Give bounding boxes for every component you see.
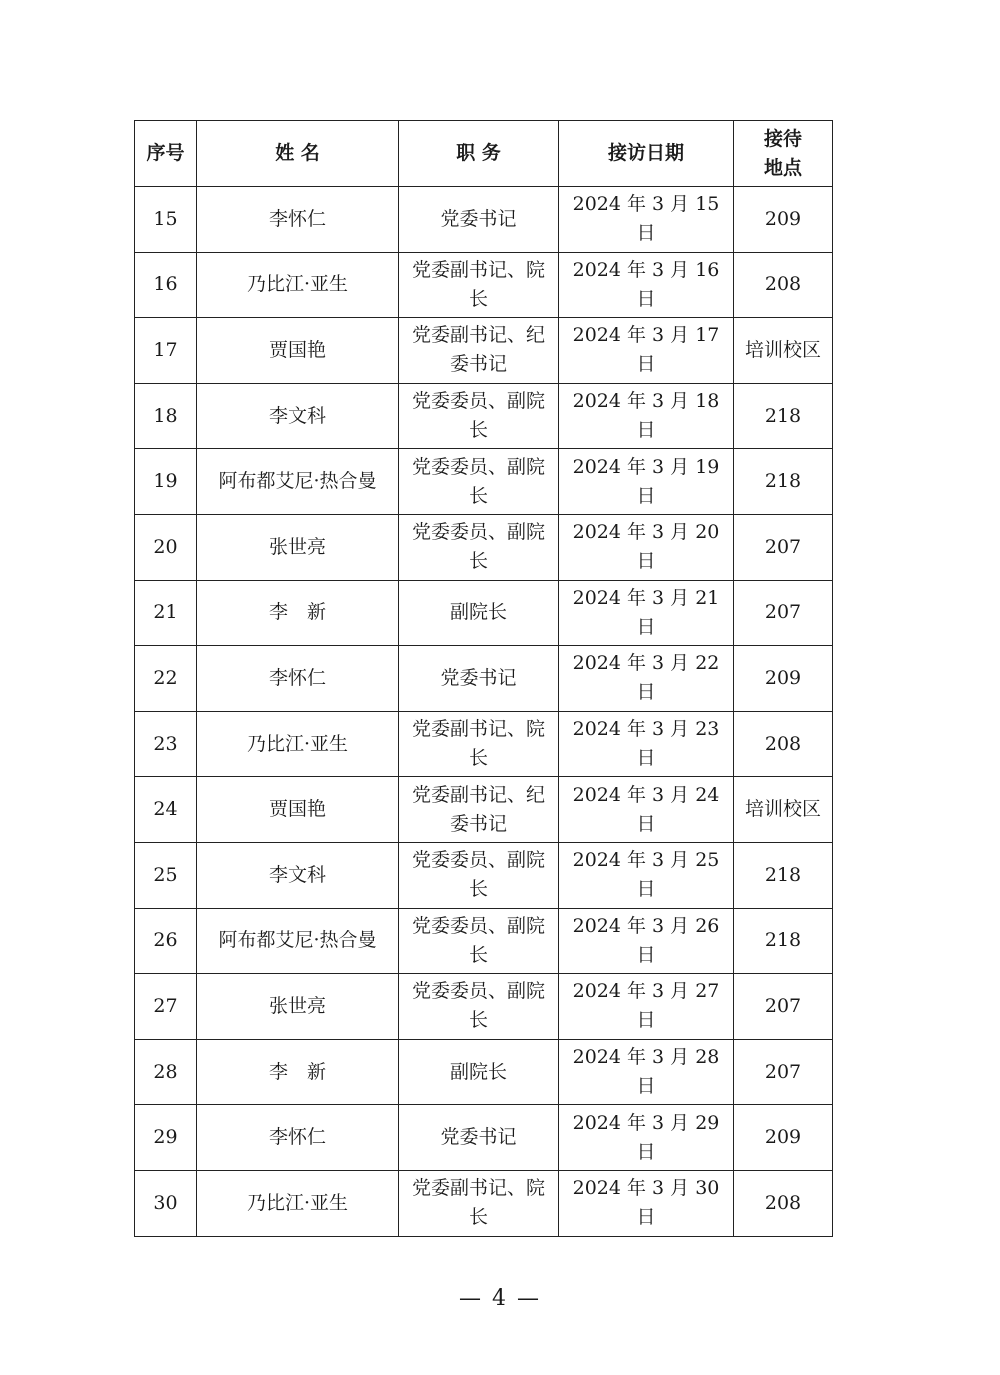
cell-no: 29 (135, 1105, 197, 1171)
cell-date: 2024 年 3 月 24 日 (559, 777, 734, 843)
cell-date: 2024 年 3 月 18 日 (559, 383, 734, 449)
cell-title-text: 党委副书记、院长 (411, 258, 545, 310)
header-date: 接访日期 (559, 121, 734, 187)
table-row (135, 318, 833, 384)
cell-date: 2024 年 3 月 29 日 (559, 1105, 734, 1171)
table-row (135, 449, 833, 515)
cell-date: 2024 年 3 月 26 日 (559, 908, 734, 974)
cell-title (399, 318, 559, 384)
cell-title (399, 383, 559, 449)
cell-title (399, 1170, 559, 1236)
cell-no: 23 (135, 711, 197, 777)
cell-date: 2024 年 3 月 30 日 (559, 1170, 734, 1236)
cell-place: 208 (734, 711, 833, 777)
cell-date: 2024 年 3 月 22 日 (559, 646, 734, 712)
cell-no: 18 (135, 383, 197, 449)
cell-no: 16 (135, 252, 197, 318)
cell-date: 2024 年 3 月 20 日 (559, 514, 734, 580)
cell-no: 22 (135, 646, 197, 712)
reception-schedule-table (134, 120, 833, 1237)
table-row (135, 908, 833, 974)
cell-no: 15 (135, 187, 197, 253)
cell-place: 209 (734, 187, 833, 253)
cell-date: 2024 年 3 月 25 日 (559, 842, 734, 908)
cell-place: 培训校区 (734, 777, 833, 843)
header-name: 姓 名 (197, 121, 399, 187)
table-row (135, 514, 833, 580)
cell-date: 2024 年 3 月 27 日 (559, 974, 734, 1040)
cell-name: 李 新 (197, 580, 399, 646)
header-no: 序号 (135, 121, 197, 187)
cell-name: 贾国艳 (197, 777, 399, 843)
cell-title-text: 党委书记 (440, 1126, 517, 1149)
cell-name: 乃比江·亚生 (197, 711, 399, 777)
cell-place: 207 (734, 514, 833, 580)
cell-name: 李怀仁 (197, 646, 399, 712)
cell-date: 2024 年 3 月 16 日 (559, 252, 734, 318)
table-row (135, 1039, 833, 1105)
cell-no: 30 (135, 1170, 197, 1236)
cell-no: 17 (135, 318, 197, 384)
cell-title-text: 党委委员、副院长 (411, 521, 545, 573)
table-row (135, 646, 833, 712)
cell-name: 乃比江·亚生 (197, 1170, 399, 1236)
cell-title (399, 580, 559, 646)
cell-title (399, 449, 559, 515)
table-row (135, 187, 833, 253)
cell-date: 2024 年 3 月 23 日 (559, 711, 734, 777)
cell-name: 李文科 (197, 842, 399, 908)
cell-title (399, 1039, 559, 1105)
cell-place: 218 (734, 842, 833, 908)
cell-place: 209 (734, 646, 833, 712)
cell-date: 2024 年 3 月 28 日 (559, 1039, 734, 1105)
cell-name: 张世亮 (197, 514, 399, 580)
cell-name: 李 新 (197, 1039, 399, 1105)
cell-title-text: 党委书记 (440, 666, 517, 689)
cell-title-text: 党委副书记、纪委书记 (411, 783, 545, 835)
table-row (135, 842, 833, 908)
table-row (135, 777, 833, 843)
cell-title (399, 646, 559, 712)
cell-name: 阿布都艾尼·热合曼 (197, 908, 399, 974)
cell-no: 25 (135, 842, 197, 908)
cell-place: 207 (734, 974, 833, 1040)
cell-title-text: 党委委员、副院长 (411, 980, 545, 1032)
table-row (135, 711, 833, 777)
cell-title-text: 党委副书记、纪委书记 (411, 324, 545, 376)
table-row (135, 252, 833, 318)
cell-name: 乃比江·亚生 (197, 252, 399, 318)
cell-title-text: 党委委员、副院长 (411, 914, 545, 966)
cell-name: 贾国艳 (197, 318, 399, 384)
cell-no: 27 (135, 974, 197, 1040)
cell-title-text: 副院长 (449, 601, 507, 624)
table-row (135, 974, 833, 1040)
cell-title (399, 974, 559, 1040)
page-number: — 4 — (459, 1286, 541, 1311)
cell-date: 2024 年 3 月 19 日 (559, 449, 734, 515)
header-place (734, 121, 833, 187)
table-row (135, 580, 833, 646)
cell-date: 2024 年 3 月 15 日 (559, 187, 734, 253)
cell-place: 218 (734, 449, 833, 515)
cell-title-text: 党委副书记、院长 (411, 1177, 545, 1229)
cell-date: 2024 年 3 月 21 日 (559, 580, 734, 646)
cell-title-text: 党委副书记、院长 (411, 718, 545, 770)
header-title: 职 务 (399, 121, 559, 187)
cell-place: 207 (734, 580, 833, 646)
cell-title (399, 777, 559, 843)
cell-name: 张世亮 (197, 974, 399, 1040)
cell-title (399, 711, 559, 777)
cell-title-text: 党委委员、副院长 (411, 849, 545, 901)
cell-place: 208 (734, 252, 833, 318)
cell-title-text: 党委委员、副院长 (411, 390, 545, 442)
table-row (135, 383, 833, 449)
cell-name: 李文科 (197, 383, 399, 449)
cell-title-text: 党委委员、副院长 (411, 455, 545, 507)
cell-title (399, 842, 559, 908)
cell-place: 218 (734, 908, 833, 974)
cell-no: 21 (135, 580, 197, 646)
table-header-row (135, 121, 833, 187)
cell-place: 207 (734, 1039, 833, 1105)
cell-name: 阿布都艾尼·热合曼 (197, 449, 399, 515)
cell-title-text: 党委书记 (440, 207, 517, 230)
cell-place: 218 (734, 383, 833, 449)
cell-place: 209 (734, 1105, 833, 1171)
cell-no: 20 (135, 514, 197, 580)
cell-title (399, 514, 559, 580)
cell-title (399, 1105, 559, 1171)
header-place-label: 接待地点 (763, 127, 802, 179)
cell-title (399, 252, 559, 318)
cell-place: 208 (734, 1170, 833, 1236)
cell-no: 19 (135, 449, 197, 515)
cell-place: 培训校区 (734, 318, 833, 384)
cell-no: 26 (135, 908, 197, 974)
cell-name: 李怀仁 (197, 1105, 399, 1171)
cell-name: 李怀仁 (197, 187, 399, 253)
table-row (135, 1105, 833, 1171)
cell-date: 2024 年 3 月 17 日 (559, 318, 734, 384)
cell-no: 28 (135, 1039, 197, 1105)
cell-title (399, 187, 559, 253)
table-body (135, 187, 833, 1237)
cell-no: 24 (135, 777, 197, 843)
cell-title (399, 908, 559, 974)
table-row (135, 1170, 833, 1236)
cell-title-text: 副院长 (449, 1060, 507, 1083)
